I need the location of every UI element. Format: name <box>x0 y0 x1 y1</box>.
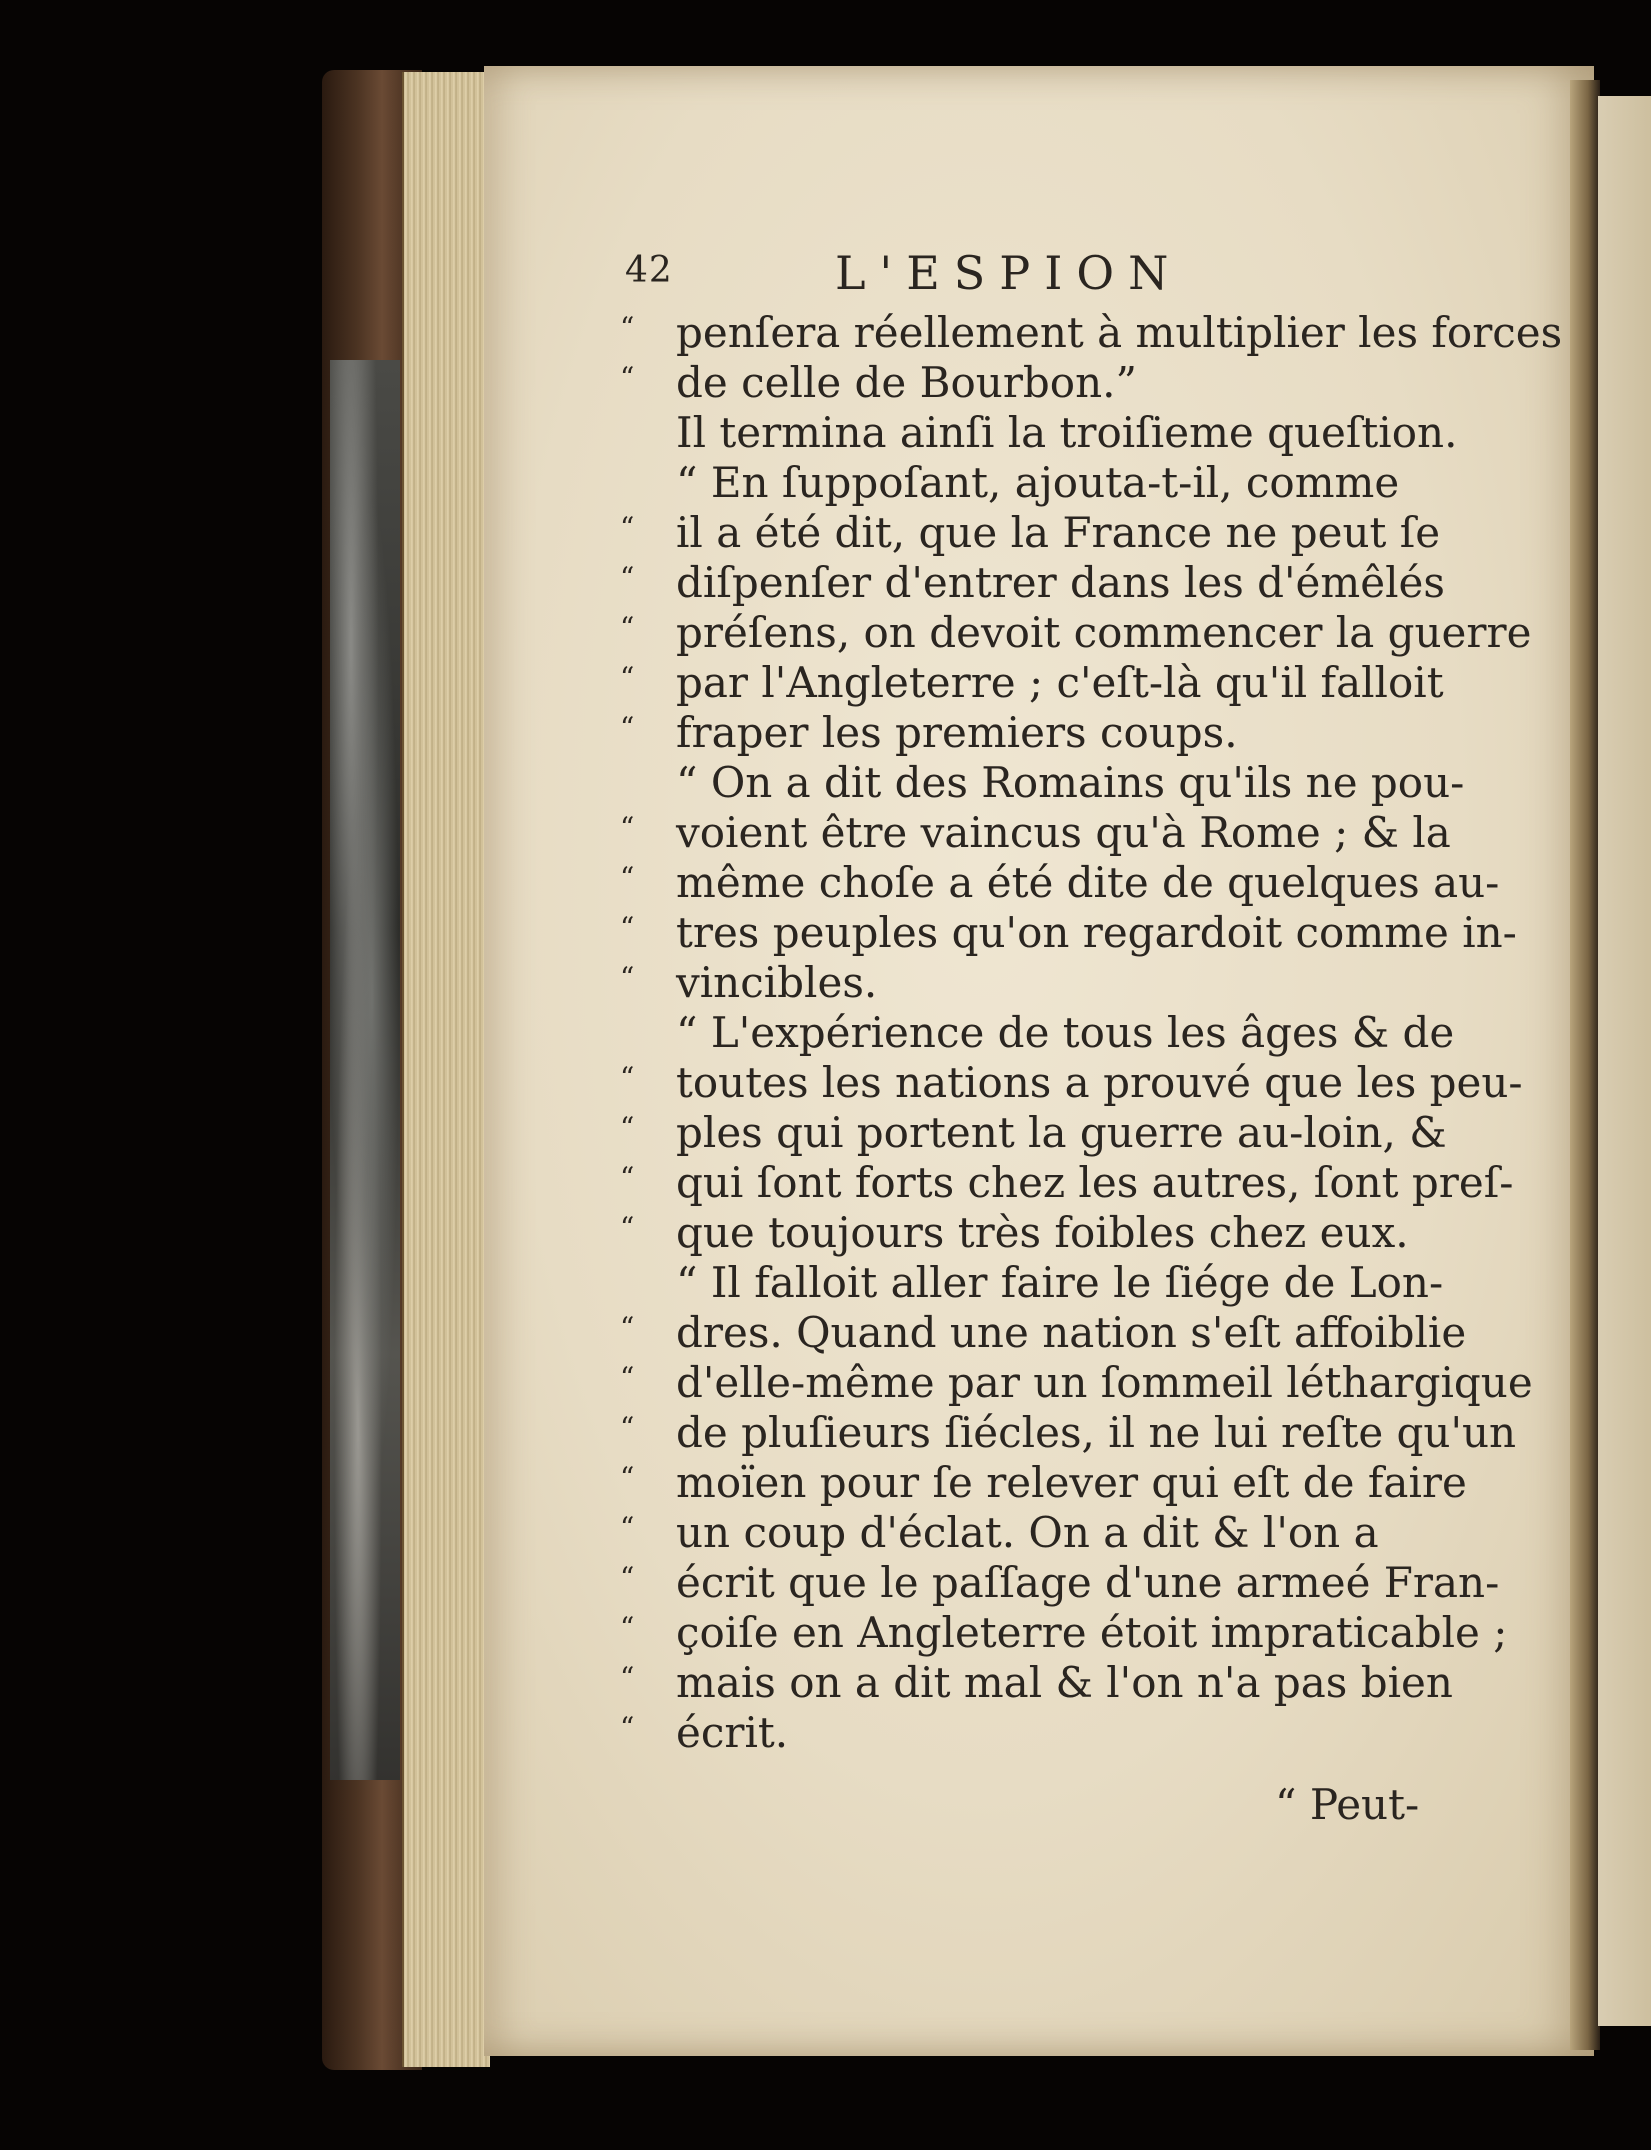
text-line <box>620 358 1570 408</box>
quote-mark: “ <box>620 1211 635 1244</box>
line-text: préſens, on devoit commencer la guerre <box>676 608 1532 657</box>
page-number: 42 <box>625 250 673 291</box>
line-text: penſera réellement à multiplier les forces <box>676 308 1563 357</box>
line-text: un coup d'éclat. On a dit & l'on a <box>676 1508 1379 1557</box>
line-text: “ En ſuppoſant, ajouta-t-il, comme <box>676 458 1400 507</box>
quote-mark: “ <box>620 861 635 894</box>
line-text: qui ſont forts chez les autres, ſont preſ- <box>676 1158 1514 1207</box>
line-text: écrit que le paſſage d'une armeé Fran- <box>676 1558 1500 1607</box>
text-line <box>620 908 1570 958</box>
text-line <box>620 458 1570 508</box>
quote-mark: “ <box>620 661 635 694</box>
quote-mark: “ <box>620 1561 635 1594</box>
running-header <box>625 246 1245 310</box>
line-text: il a été dit, que la France ne peut ſe <box>676 508 1441 557</box>
catchword: “ Peut- <box>1275 1780 1420 1829</box>
text-line <box>620 1458 1570 1508</box>
text-line <box>620 1358 1570 1408</box>
quote-mark: “ <box>620 1661 635 1694</box>
line-text: fraper les premiers coups. <box>676 708 1238 757</box>
running-title: L'ESPION <box>835 246 1183 300</box>
line-text: écrit. <box>676 1708 789 1757</box>
line-text: çoiſe en Angleterre étoit impraticable ; <box>676 1608 1508 1657</box>
text-line <box>620 1608 1570 1658</box>
quote-mark: “ <box>620 1511 635 1544</box>
line-text: voient être vaincus qu'à Rome ; & la <box>676 808 1451 857</box>
facing-page-edge <box>1598 96 1651 2026</box>
text-line <box>620 308 1570 358</box>
line-text: par l'Angleterre ; c'eſt-là qu'il falloit <box>676 658 1444 707</box>
quote-mark: “ <box>620 1461 635 1494</box>
quote-mark: “ <box>620 811 635 844</box>
quote-mark: “ <box>620 361 635 394</box>
line-text: que toujours très foibles chez eux. <box>676 1208 1409 1257</box>
line-text: même choſe a été dite de quelques au- <box>676 858 1500 907</box>
line-text: vincibles. <box>676 958 878 1007</box>
line-text: “ L'expérience de tous les âges & de <box>676 1008 1455 1057</box>
text-line <box>620 1008 1570 1058</box>
quote-mark: “ <box>620 1061 635 1094</box>
text-line <box>620 708 1570 758</box>
quote-mark: “ <box>620 961 635 994</box>
page-edges <box>402 72 490 2067</box>
line-text: diſpenſer d'entrer dans les d'émêlés <box>676 558 1445 607</box>
line-text: toutes les nations a prouvé que les peu- <box>676 1058 1523 1107</box>
line-text: “ On a dit des Romains qu'ils ne pou- <box>676 758 1465 807</box>
text-line <box>620 658 1570 708</box>
text-line <box>620 858 1570 908</box>
text-line <box>620 1658 1570 1708</box>
quote-mark: “ <box>620 1711 635 1744</box>
quote-mark: “ <box>620 1611 635 1644</box>
line-text: Il termina ainſi la troiſieme queſtion. <box>676 408 1458 457</box>
line-text: mais on a dit mal & l'on n'a pas bien <box>676 1658 1453 1707</box>
text-line <box>620 608 1570 658</box>
text-line <box>620 1408 1570 1458</box>
quote-mark: “ <box>620 511 635 544</box>
quote-mark: “ <box>620 1311 635 1344</box>
line-text: d'elle-même par un ſommeil léthargique <box>676 1358 1533 1407</box>
line-text: “ Il falloit aller faire le ſiége de Lon- <box>676 1258 1444 1307</box>
text-line <box>620 1708 1570 1758</box>
quote-mark: “ <box>620 1361 635 1394</box>
line-text: moïen pour ſe relever qui eſt de faire <box>676 1458 1467 1507</box>
gutter-shadow <box>1570 80 1600 2050</box>
text-line <box>620 508 1570 558</box>
line-text: de pluſieurs ſiécles, il ne lui reſte qu'un <box>676 1408 1517 1457</box>
text-line <box>620 1508 1570 1558</box>
quote-mark: “ <box>620 1111 635 1144</box>
quote-mark: “ <box>620 311 635 344</box>
text-line <box>620 1208 1570 1258</box>
text-line <box>620 1308 1570 1358</box>
line-text: dres. Quand une nation s'eſt affoiblie <box>676 1308 1467 1357</box>
line-text: de celle de Bourbon.” <box>676 358 1137 407</box>
text-line <box>620 958 1570 1008</box>
text-line <box>620 1058 1570 1108</box>
quote-mark: “ <box>620 711 635 744</box>
quote-mark: “ <box>620 611 635 644</box>
text-line <box>620 758 1570 808</box>
quote-mark: “ <box>620 1161 635 1194</box>
text-line <box>620 408 1570 458</box>
text-line <box>620 1108 1570 1158</box>
text-line <box>620 558 1570 608</box>
quote-mark: “ <box>620 1411 635 1444</box>
text-line <box>620 1158 1570 1208</box>
marbled-board <box>330 360 400 1780</box>
line-text: tres peuples qu'on regardoit comme in- <box>676 908 1517 957</box>
text-line <box>620 1558 1570 1608</box>
text-line <box>620 1258 1570 1308</box>
line-text: ples qui portent la guerre au-loin, & <box>676 1108 1447 1157</box>
quote-mark: “ <box>620 911 635 944</box>
text-line <box>620 808 1570 858</box>
quote-mark: “ <box>620 561 635 594</box>
